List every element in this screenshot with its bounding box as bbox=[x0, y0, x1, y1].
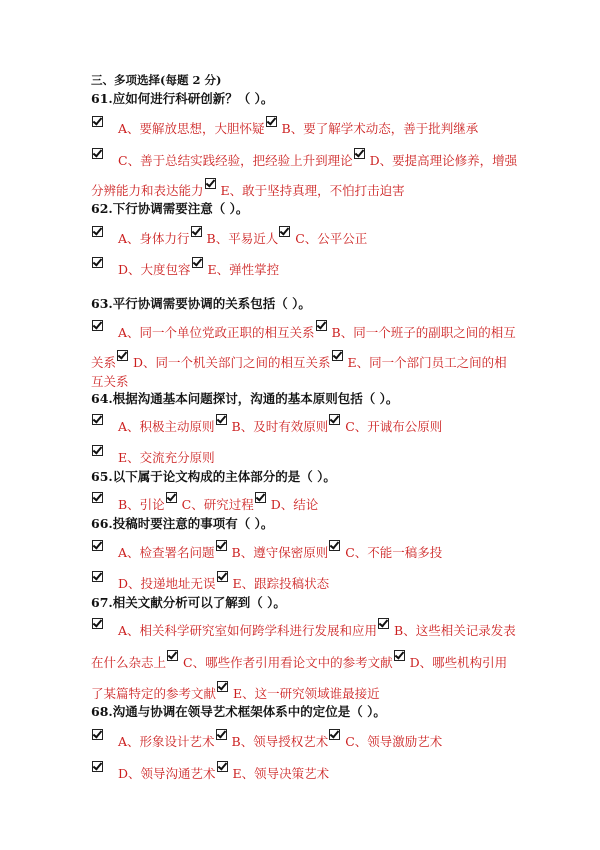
checkbox-icon[interactable] bbox=[92, 226, 103, 237]
checkbox-icon[interactable] bbox=[92, 320, 103, 331]
checkbox-icon[interactable] bbox=[329, 540, 340, 551]
option-b: B、要了解学术动态，善于批判继承 bbox=[281, 121, 479, 136]
option-e: E、跟踪投稿状态 bbox=[232, 576, 330, 591]
option-e: E、这一研究领域谁最接近 bbox=[233, 686, 380, 701]
question-67-line-3 bbox=[91, 681, 380, 702]
option-b-continued: 在什么杂志上 bbox=[91, 655, 167, 670]
option-c: C、哪些作者引用看论文中的参考文献 bbox=[183, 655, 393, 670]
question-65-line-1 bbox=[91, 492, 318, 513]
section-title: 三、多项选择(每题 2 分) bbox=[91, 73, 222, 87]
option-d: D、哪些机构引用 bbox=[409, 655, 508, 670]
question-68-line-1 bbox=[91, 729, 442, 750]
checkbox-icon[interactable] bbox=[92, 492, 103, 503]
checkbox-icon[interactable] bbox=[394, 650, 405, 661]
checkbox-icon[interactable] bbox=[117, 350, 128, 361]
question-61-stem: 61.应如何进行科研创新？（ ）。 bbox=[91, 91, 274, 106]
option-c: C、善于总结实践经验，把经验上升到理论 bbox=[118, 153, 353, 168]
option-a: A、身体力行 bbox=[118, 231, 190, 246]
question-66-line-1 bbox=[91, 540, 442, 561]
checkbox-icon[interactable] bbox=[92, 618, 103, 629]
question-67-line-1 bbox=[91, 618, 516, 639]
option-b: B、平易近人 bbox=[206, 231, 279, 246]
question-68-stem: 68.沟通与协调在领导艺术框架体系中的定位是（ ）。 bbox=[91, 704, 386, 719]
option-d-continued: 分辨能力和表达能力 bbox=[91, 183, 204, 198]
option-d-continued: 了某篇特定的参考文献 bbox=[91, 686, 217, 701]
option-b: B、遵守保密原则 bbox=[231, 545, 329, 560]
option-b: B、引论 bbox=[118, 497, 165, 512]
option-d: D、投递地址无误 bbox=[118, 576, 216, 591]
option-a: A、相关科学研究室如何跨学科进行发展和应用 bbox=[118, 623, 378, 638]
question-64-stem: 64.根据沟通基本问题探讨，沟通的基本原则包括（ ）。 bbox=[91, 391, 399, 406]
question-62-line-1 bbox=[91, 226, 367, 247]
checkbox-icon[interactable] bbox=[92, 540, 103, 551]
option-d: D、同一个机关部门之间的相互关系 bbox=[133, 355, 331, 370]
checkbox-icon[interactable] bbox=[378, 618, 389, 629]
question-63-line-1 bbox=[91, 320, 516, 341]
option-d: D、领导沟通艺术 bbox=[118, 766, 216, 781]
option-b: B、及时有效原则 bbox=[231, 419, 329, 434]
option-c: C、不能一稿多投 bbox=[345, 545, 443, 560]
checkbox-icon[interactable] bbox=[279, 226, 290, 237]
option-a: A、要解放思想，大胆怀疑 bbox=[118, 121, 265, 136]
question-64-line-2 bbox=[91, 445, 215, 466]
checkbox-icon[interactable] bbox=[92, 257, 103, 268]
option-b: B、领导授权艺术 bbox=[231, 734, 329, 749]
checkbox-icon[interactable] bbox=[92, 729, 103, 740]
option-d: D、要提高理论修养，增强 bbox=[369, 153, 518, 168]
option-b-continued: 关系 bbox=[91, 355, 117, 370]
checkbox-icon[interactable] bbox=[192, 257, 203, 268]
question-63-line-2 bbox=[91, 350, 507, 371]
option-c: C、开诚布公原则 bbox=[345, 419, 443, 434]
checkbox-icon[interactable] bbox=[266, 116, 277, 127]
question-68-line-2 bbox=[91, 761, 329, 782]
question-62-line-2 bbox=[91, 257, 279, 278]
question-67-line-2 bbox=[91, 650, 507, 671]
option-e: E、领导决策艺术 bbox=[232, 766, 330, 781]
question-66-stem: 66.投稿时要注意的事项有（ ）。 bbox=[91, 516, 274, 531]
option-d: D、大度包容 bbox=[118, 262, 191, 277]
option-a: A、形象设计艺术 bbox=[118, 734, 215, 749]
question-65-stem: 65.以下属于论文构成的主体部分的是（ ）。 bbox=[91, 469, 336, 484]
checkbox-icon[interactable] bbox=[92, 761, 103, 772]
option-b: B、这些相关记录发表 bbox=[394, 623, 516, 638]
option-c: C、研究过程 bbox=[181, 497, 254, 512]
option-a: A、检查署名问题 bbox=[118, 545, 215, 560]
option-e-continued: 互关系 bbox=[91, 374, 129, 389]
checkbox-icon[interactable] bbox=[217, 681, 228, 692]
checkbox-icon[interactable] bbox=[92, 571, 103, 582]
checkbox-icon[interactable] bbox=[216, 414, 227, 425]
checkbox-icon[interactable] bbox=[166, 492, 177, 503]
checkbox-icon[interactable] bbox=[205, 178, 216, 189]
option-c: C、公平公正 bbox=[295, 231, 368, 246]
question-61-line-3 bbox=[91, 178, 405, 199]
question-63-stem: 63.平行协调需要协调的关系包括（ ）。 bbox=[91, 296, 311, 311]
option-e: E、敢于坚持真理，不怕打击迫害 bbox=[220, 183, 405, 198]
option-e: E、弹性掌控 bbox=[207, 262, 280, 277]
checkbox-icon[interactable] bbox=[329, 729, 340, 740]
checkbox-icon[interactable] bbox=[191, 226, 202, 237]
checkbox-icon[interactable] bbox=[167, 650, 178, 661]
option-e: E、同一个部门员工之间的相 bbox=[347, 355, 507, 370]
option-a: A、同一个单位党政正职的相互关系 bbox=[118, 325, 315, 340]
checkbox-icon[interactable] bbox=[354, 148, 365, 159]
checkbox-icon[interactable] bbox=[217, 571, 228, 582]
checkbox-icon[interactable] bbox=[316, 320, 327, 331]
question-61-line-2 bbox=[91, 148, 517, 169]
option-b: B、同一个班子的副职之间的相互 bbox=[331, 325, 516, 340]
checkbox-icon[interactable] bbox=[216, 729, 227, 740]
checkbox-icon[interactable] bbox=[216, 540, 227, 551]
option-d: D、结论 bbox=[270, 497, 319, 512]
checkbox-icon[interactable] bbox=[332, 350, 343, 361]
checkbox-icon[interactable] bbox=[329, 414, 340, 425]
option-e: E、交流充分原则 bbox=[118, 450, 215, 465]
checkbox-icon[interactable] bbox=[217, 761, 228, 772]
checkbox-icon[interactable] bbox=[92, 445, 103, 456]
question-64-line-1 bbox=[91, 414, 442, 435]
option-a: A、积极主动原则 bbox=[118, 419, 215, 434]
question-62-stem: 62.下行协调需要注意（ ）。 bbox=[91, 201, 249, 216]
question-61-line-1 bbox=[91, 116, 478, 137]
question-66-line-2 bbox=[91, 571, 329, 592]
question-67-stem: 67.相关文献分析可以了解到（ ）。 bbox=[91, 595, 286, 610]
checkbox-icon[interactable] bbox=[92, 148, 103, 159]
checkbox-icon[interactable] bbox=[92, 414, 103, 425]
checkbox-icon[interactable] bbox=[92, 116, 103, 127]
option-c: C、领导激励艺术 bbox=[345, 734, 443, 749]
question-63-line-3 bbox=[91, 372, 129, 390]
checkbox-icon[interactable] bbox=[255, 492, 266, 503]
